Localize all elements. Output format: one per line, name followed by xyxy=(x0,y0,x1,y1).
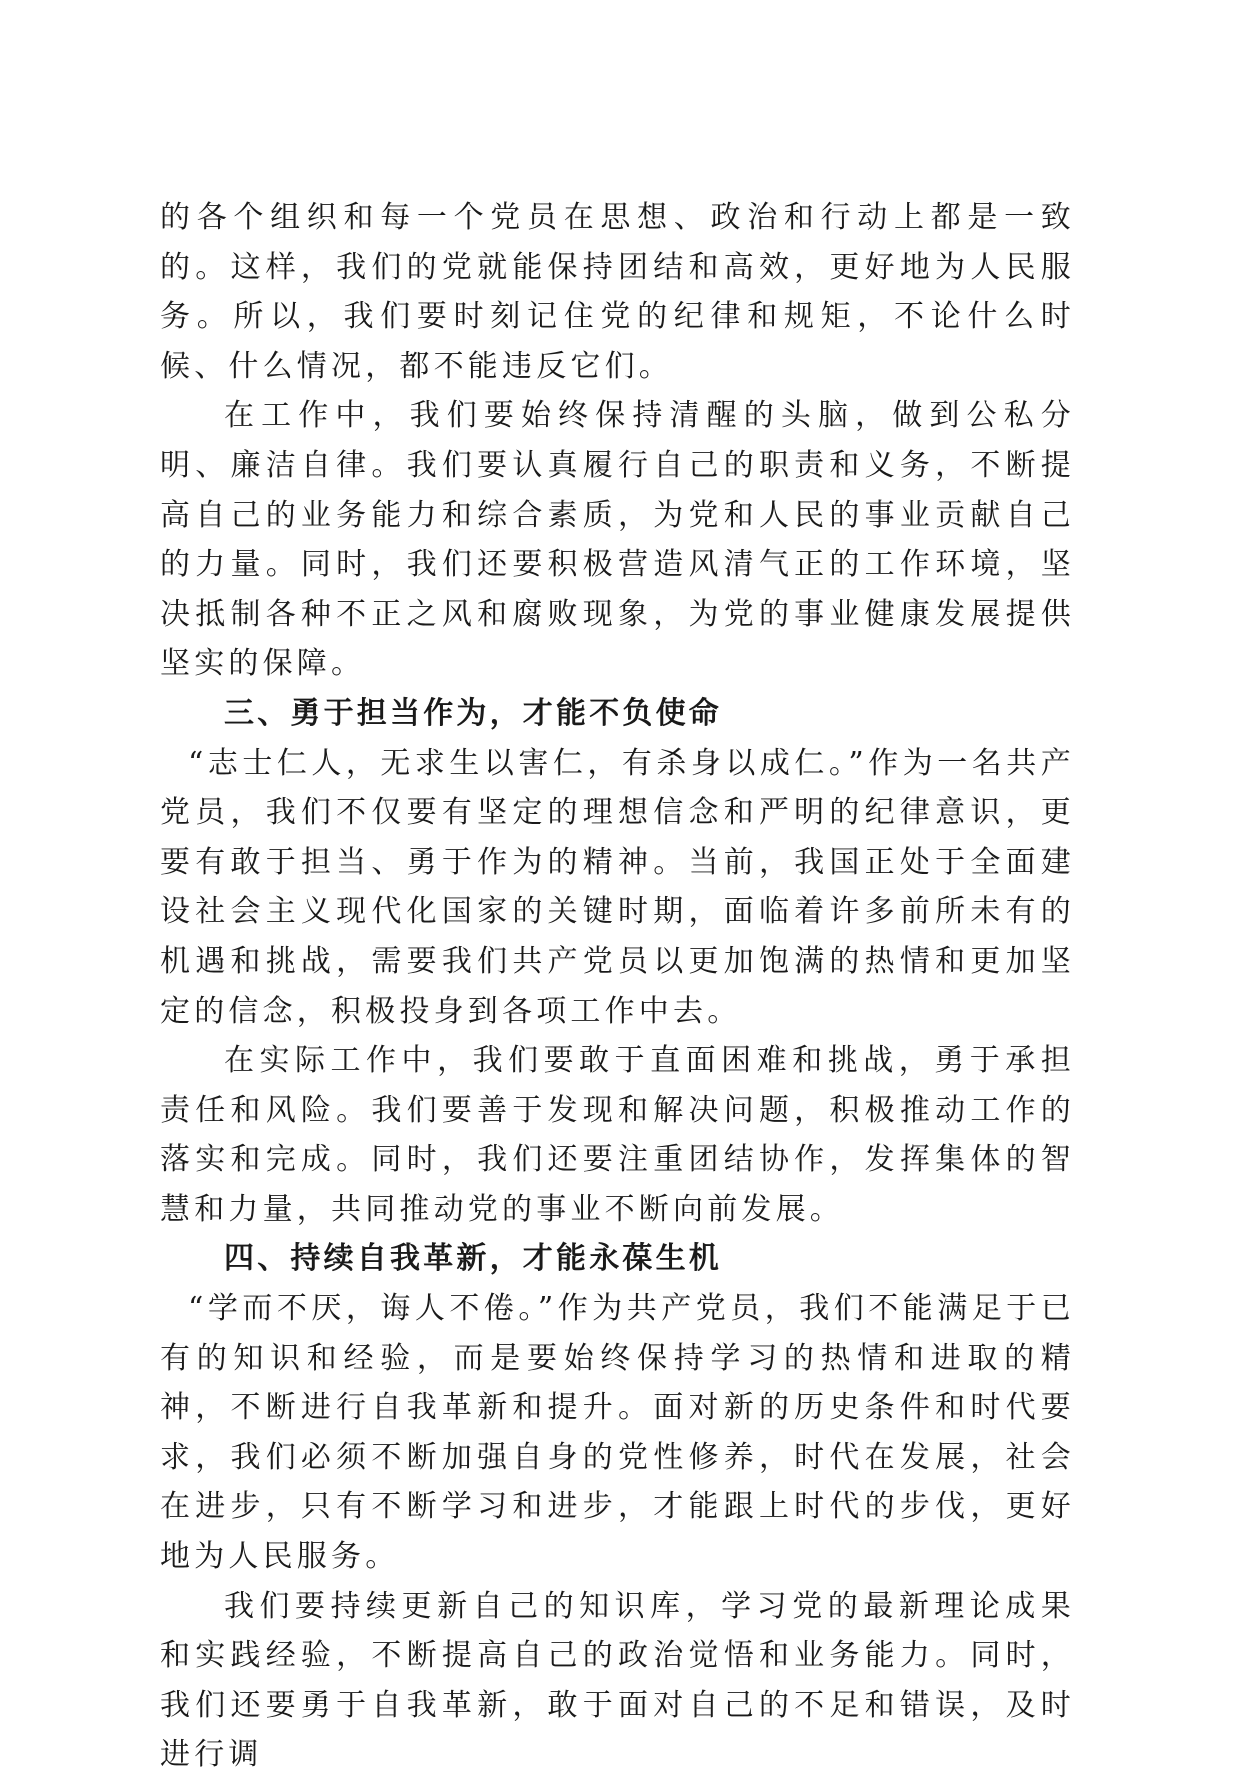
document-page xyxy=(160,193,1075,1780)
body-paragraph-quote-responsibility: “志士仁人，无求生以害仁，有杀身以成仁。”作为一名共产党员，我们不仅要有坚定的理想信念和严明的纪律意识，更要有敢于担当、勇于作为的精神。当前，我国正处于全面建设社会主义现代化国家的关键时期，面临着许多前所未有的机遇和挑战，需要我们共产党员以更加饱满的热情和更加坚定的信念，积极投身到各项工作中去。 xyxy=(160,745,1075,1029)
body-paragraph-practical-work: 在实际工作中，我们要敢于直面困难和挑战，勇于承担责任和风险。我们要善于发现和解决问题，积极推动工作的落实和完成。同时，我们还要注重团结协作，发挥集体的智慧和力量，共同推动党的事业不断向前发展。 xyxy=(160,1043,1075,1227)
section-heading-three: 三、勇于担当作为，才能不负使命 xyxy=(224,695,722,731)
body-paragraph-knowledge-update: 我们要持续更新自己的知识库，学习党的最新理论成果和实践经验，不断提高自己的政治觉悟和业务能力。同时，我们还要勇于自我革新，敢于面对自己的不足和错误，及时进行调 xyxy=(160,1588,1075,1773)
section-heading-four: 四、持续自我革新，才能永葆生机 xyxy=(224,1241,722,1277)
body-paragraph-work-discipline: 在工作中，我们要始终保持清醒的头脑，做到公私分明、廉洁自律。我们要认真履行自己的职责和义务，不断提高自己的业务能力和综合素质，为党和人民的事业贡献自己的力量。同时，我们还要积极营造风清气正的工作环境，坚决抵制各种不正之风和腐败现象，为党的事业健康发展提供坚实的保障。 xyxy=(160,398,1075,682)
body-paragraph-quote-learning: “学而不厌，诲人不倦。”作为共产党员，我们不能满足于已有的知识和经验，而是要始终保持学习的热情和进取的精神，不断进行自我革新和提升。面对新的历史条件和时代要求，我们必须不断加强自身的党性修养，时代在发展，社会在进步，只有不断学习和进步，才能跟上时代的步伐，更好地为人民服务。 xyxy=(160,1291,1075,1575)
body-paragraph-continuation: 的各个组织和每一个党员在思想、政治和行动上都是一致的。这样，我们的党就能保持团结和高效，更好地为人民服务。所以，我们要时刻记住党的纪律和规矩，不论什么时候、什么情况，都不能违反它们。 xyxy=(160,200,1075,384)
